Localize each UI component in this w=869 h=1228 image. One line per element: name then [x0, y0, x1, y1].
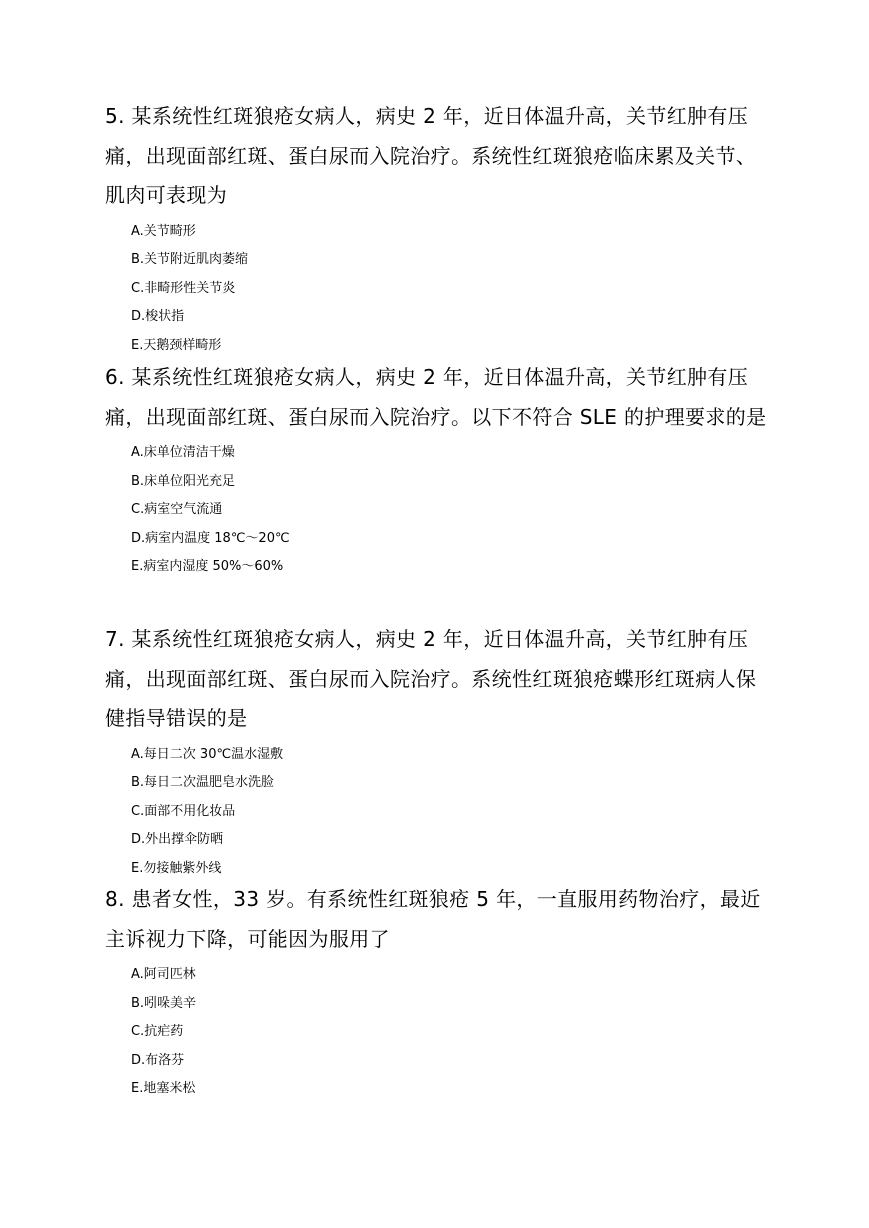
option-list [105, 218, 767, 361]
option-e: E.地塞米松 [131, 1081, 196, 1097]
option-e: E.病室内湿度 50%～60% [131, 559, 284, 575]
option-a: A.关节畸形 [131, 223, 196, 239]
option-c: C.面部不用化妆品 [131, 803, 236, 819]
option-e: E.勿接触紫外线 [131, 860, 222, 876]
option-d: D.梭状指 [131, 309, 185, 325]
option-list [105, 961, 767, 1104]
option-b: B.关节附近肌肉萎缩 [131, 252, 249, 268]
question-6 [105, 358, 767, 582]
question-stem: 6. 某系统性红斑狼疮女病人，病史 2 年，近日体温升高，关节红肿有压痛，出现面部红斑、蛋白尿而入院治疗。以下不符合 SLE 的护理要求的是 [105, 365, 767, 429]
option-d: D.病室内温度 18℃～20℃ [131, 530, 290, 546]
option-b: B.每日二次温肥皂水洗脸 [131, 775, 275, 791]
option-c: C.非畸形性关节炎 [131, 280, 236, 296]
question-stem: 7. 某系统性红斑狼疮女病人，病史 2 年，近日体温升高，关节红肿有压痛，出现面部红斑、蛋白尿而入院治疗。系统性红斑狼疮蝶形红斑病人保健指导错误的是 [105, 627, 757, 730]
option-c: C.病室空气流通 [131, 502, 223, 518]
option-a: A.床单位清洁干燥 [131, 445, 235, 460]
question-stem: 5. 某系统性红斑狼疮女病人，病史 2 年，近日体温升高，关节红肿有压痛，出现面部红斑、蛋白尿而入院治疗。系统性红斑狼疮临床累及关节、肌肉可表现为 [105, 104, 757, 207]
question-8 [105, 880, 767, 1104]
question-stem: 8. 患者女性，33 岁。有系统性红斑狼疮 5 年，一直服用药物治疗，最近主诉视力下降，可能因为服用了 [105, 887, 761, 951]
option-list [105, 439, 767, 582]
option-e: E.天鹅颈样畸形 [131, 337, 222, 353]
question-5 [105, 97, 767, 360]
option-d: D.布洛芬 [131, 1052, 185, 1068]
question-7 [105, 620, 767, 883]
option-a: A.每日二次 30℃温水湿敷 [131, 746, 284, 762]
option-a: A.阿司匹林 [131, 967, 196, 982]
option-b: B.吲哚美辛 [131, 995, 197, 1011]
option-c: C.抗疟药 [131, 1024, 184, 1040]
option-list [105, 741, 767, 884]
option-b: B.床单位阳光充足 [131, 473, 236, 489]
option-d: D.外出撑伞防晒 [131, 832, 224, 848]
